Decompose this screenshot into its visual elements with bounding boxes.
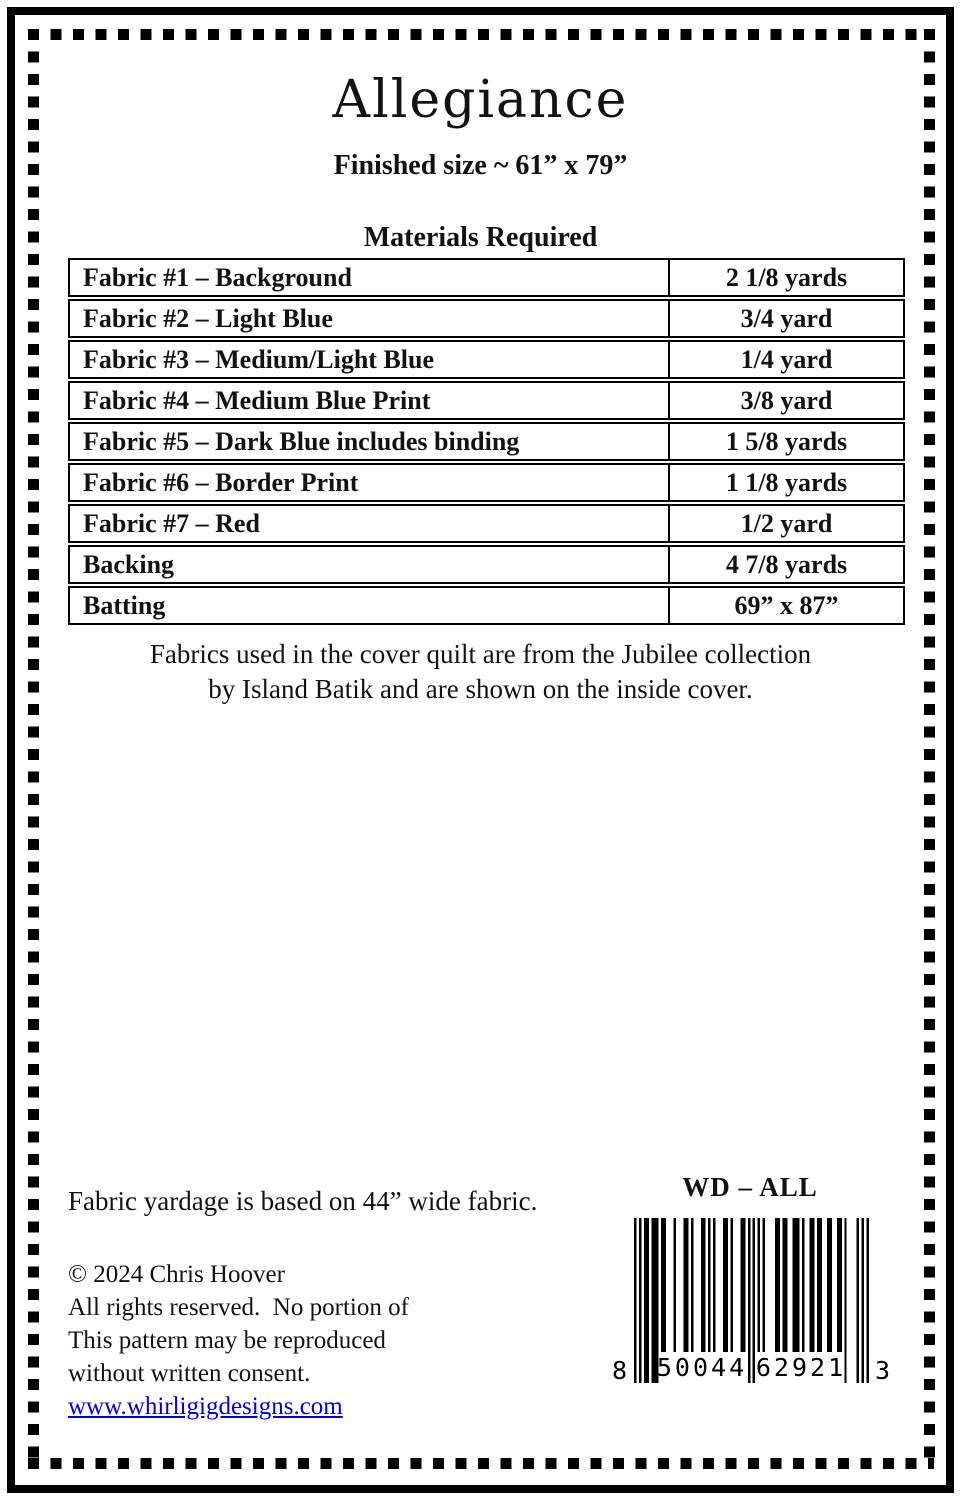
finished-size-text: Finished size ~ 61” x 79”: [333, 150, 628, 181]
fabric-note-line1: Fabrics used in the cover quilt are from the Jubilee collection: [149, 639, 812, 669]
material-name: Backing: [83, 549, 175, 579]
material-name: Fabric #5 – Dark Blue includes binding: [83, 426, 520, 456]
material-name: Fabric #2 – Light Blue: [83, 303, 333, 333]
table-row: [68, 381, 905, 420]
copyright-line: All rights reserved. No portion of: [68, 1294, 409, 1321]
copyright-line: © 2024 Chris Hoover: [68, 1261, 285, 1288]
barcode-digit-group1: 50044: [656, 1353, 748, 1382]
material-name: Fabric #7 – Red: [83, 508, 260, 538]
fabric-collection-note: [0, 637, 961, 707]
material-amount: 1/2 yard: [668, 506, 903, 541]
barcode-digit-right: 3: [875, 1356, 891, 1385]
material-amount: 1/4 yard: [668, 342, 903, 377]
copyright-line: This pattern may be reproduced: [68, 1327, 386, 1354]
material-amount: 4 7/8 yards: [668, 547, 903, 582]
yardage-note: Fabric yardage is based on 44” wide fabric.: [68, 1186, 538, 1216]
material-amount: 1 1/8 yards: [668, 465, 903, 500]
table-row: [68, 545, 905, 584]
material-amount: 2 1/8 yards: [668, 260, 903, 295]
material-amount: 1 5/8 yards: [668, 424, 903, 459]
material-name: Fabric #4 – Medium Blue Print: [83, 385, 431, 415]
barcode-digit-group2: 62921: [755, 1353, 847, 1382]
table-row: [68, 463, 905, 502]
material-amount: 3/4 yard: [668, 301, 903, 336]
material-name: Fabric #3 – Medium/Light Blue: [83, 344, 434, 374]
materials-required-heading: Materials Required: [363, 222, 598, 253]
material-name: Batting: [83, 590, 166, 620]
material-name: Fabric #1 – Background: [83, 262, 352, 292]
table-row: [68, 422, 905, 461]
material-amount: 69” x 87”: [668, 588, 903, 623]
copyright-block: [68, 1258, 409, 1423]
product-code-label: WD – ALL: [682, 1172, 818, 1202]
table-row: [68, 258, 905, 297]
table-row: [68, 340, 905, 379]
dashed-border-top: [28, 29, 934, 40]
barcode-digit-left: 8: [612, 1356, 628, 1385]
copyright-line: without written consent.: [68, 1360, 311, 1387]
dashed-border-bottom: [28, 1458, 934, 1469]
table-row: [68, 299, 905, 338]
material-amount: 3/8 yard: [668, 383, 903, 418]
material-name: Fabric #6 – Border Print: [83, 467, 359, 497]
fabric-note-line2: by Island Batik and are shown on the inside cover.: [208, 674, 753, 704]
materials-table: [68, 258, 905, 627]
table-row: [68, 504, 905, 543]
table-row: [68, 586, 905, 625]
barcode: [612, 1218, 898, 1390]
website-link[interactable]: www.whirligigdesigns.com: [68, 1393, 343, 1420]
page-title: Allegiance: [332, 70, 629, 130]
